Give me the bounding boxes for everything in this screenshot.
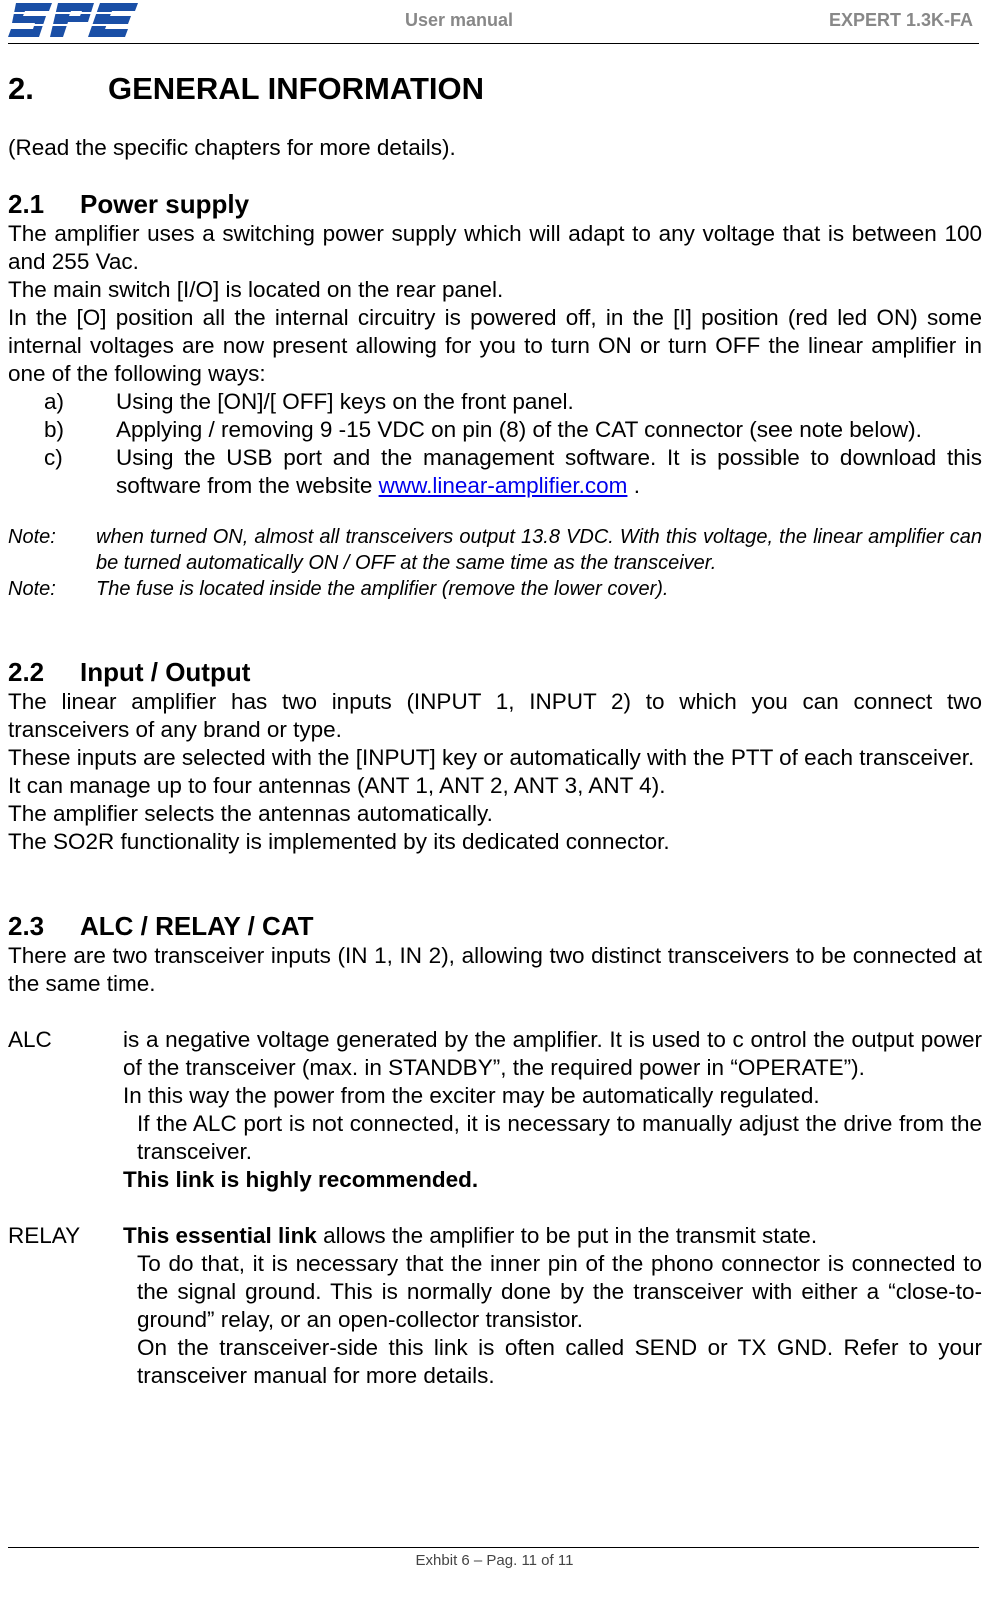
spe-logo-icon <box>8 0 138 42</box>
chapter-number: 2. <box>8 71 34 106</box>
bold-lead: This essential link <box>123 1223 317 1248</box>
footer-divider <box>8 1547 979 1548</box>
notes-block <box>8 524 982 602</box>
header-divider <box>8 43 979 44</box>
section-title: Input / Output <box>80 657 251 687</box>
section-2-2-heading <box>8 656 982 688</box>
section-number: 2.3 <box>8 911 45 941</box>
paragraph: The linear amplifier has two inputs (INPUT 1, INPUT 2) to which you can connect two transceivers of any brand or type. <box>8 689 982 742</box>
note-text: The fuse is located inside the amplifier (remove the lower cover). <box>96 578 669 600</box>
term-label: RELAY <box>8 1223 81 1248</box>
paragraph: The main switch [I/O] is located on the rear panel. <box>8 277 504 302</box>
power-on-methods-list <box>44 388 982 500</box>
section-number: 2.2 <box>8 657 45 687</box>
note <box>8 524 982 576</box>
list-item <box>44 416 982 444</box>
paragraph: It can manage up to four antennas (ANT 1, ANT 2, ANT 3, ANT 4). <box>8 773 666 798</box>
recommendation: This link is highly recommended. <box>123 1167 479 1192</box>
relay-definition <box>8 1222 982 1390</box>
header-model: EXPERT 1.3K-FA <box>828 10 973 30</box>
term-body <box>123 1222 982 1390</box>
paragraph-rest: allows the amplifier to be put in the transmit state. <box>316 1223 818 1248</box>
website-link[interactable]: www.linear-amplifier.com <box>378 473 628 498</box>
section-title: Power supply <box>80 189 250 219</box>
list-text: Using the USB port and the management software. It is possible to download this software from the website <box>116 445 982 498</box>
page-content <box>8 68 982 1390</box>
header-title: User manual <box>405 10 514 30</box>
alc-definition <box>8 1026 982 1194</box>
list-item <box>44 388 982 416</box>
list-marker: a) <box>44 389 65 414</box>
note-label: Note: <box>8 578 56 600</box>
note-label: Note: <box>8 526 56 548</box>
list-marker: c) <box>44 445 63 470</box>
chapter-heading <box>8 68 982 110</box>
paragraph: is a negative voltage generated by the amplifier. It is used to c ontrol the output power of the transceiver (max. in STANDBY”, the required power in “OPERATE”). <box>123 1027 982 1080</box>
list-marker: b) <box>44 417 65 442</box>
paragraph: In this way the power from the exciter may be automatically regulated. <box>123 1083 820 1108</box>
section-title: ALC / RELAY / CAT <box>80 911 314 941</box>
chapter-title: GENERAL INFORMATION <box>108 71 485 106</box>
term-label: ALC <box>8 1027 52 1052</box>
paragraph: The SO2R functionality is implemented by its dedicated connector. <box>8 829 670 854</box>
list-text-with-link <box>116 444 982 500</box>
list-item <box>44 444 982 500</box>
paragraph: On the transceiver-side this link is often called SEND or TX GND. Refer to your transceiver manual for more details. <box>137 1335 982 1388</box>
paragraph: In the [O] position all the internal circuitry is powered off, in the [I] position (red led ON) some internal voltages are now present allowing for you to turn ON or turn OFF the linear amplifier in one of the following ways: <box>8 305 982 386</box>
list-text: Applying / removing 9 -15 VDC on pin (8) of the CAT connector (see note below). <box>116 417 922 442</box>
term-body <box>123 1026 982 1194</box>
note <box>8 576 982 602</box>
paragraph: The amplifier selects the antennas automatically. <box>8 801 493 826</box>
paragraph <box>123 1222 982 1250</box>
section-2-3-heading <box>8 910 982 942</box>
page-footer: Exhbit 6 – Pag. 11 of 11 <box>415 1552 574 1569</box>
paragraph: These inputs are selected with the [INPUT] key or automatically with the PTT of each transceiver. <box>8 745 975 770</box>
note-text: when turned ON, almost all transceivers output 13.8 VDC. With this voltage, the linear amplifier can be turned automatically ON / OFF at the same time as the transceiver. <box>96 526 982 574</box>
intro-text: (Read the specific chapters for more details). <box>8 135 456 160</box>
section-number: 2.1 <box>8 189 45 219</box>
paragraph: The amplifier uses a switching power supply which will adapt to any voltage that is between 100 and 255 Vac. <box>8 221 982 274</box>
list-text: Using the [ON]/[ OFF] keys on the front panel. <box>116 389 574 414</box>
paragraph: If the ALC port is not connected, it is necessary to manually adjust the drive from the transceiver. <box>137 1111 982 1164</box>
list-text-after: . <box>627 473 640 498</box>
paragraph: There are two transceiver inputs (IN 1, IN 2), allowing two distinct transceivers to be connected at the same time. <box>8 943 982 996</box>
section-2-1-heading <box>8 188 982 220</box>
paragraph: To do that, it is necessary that the inner pin of the phono connector is connected to the signal ground. This is normally done by the transceiver with either a “close-to-ground” relay, or an open-collector transistor. <box>137 1251 982 1332</box>
page-header <box>0 0 989 44</box>
